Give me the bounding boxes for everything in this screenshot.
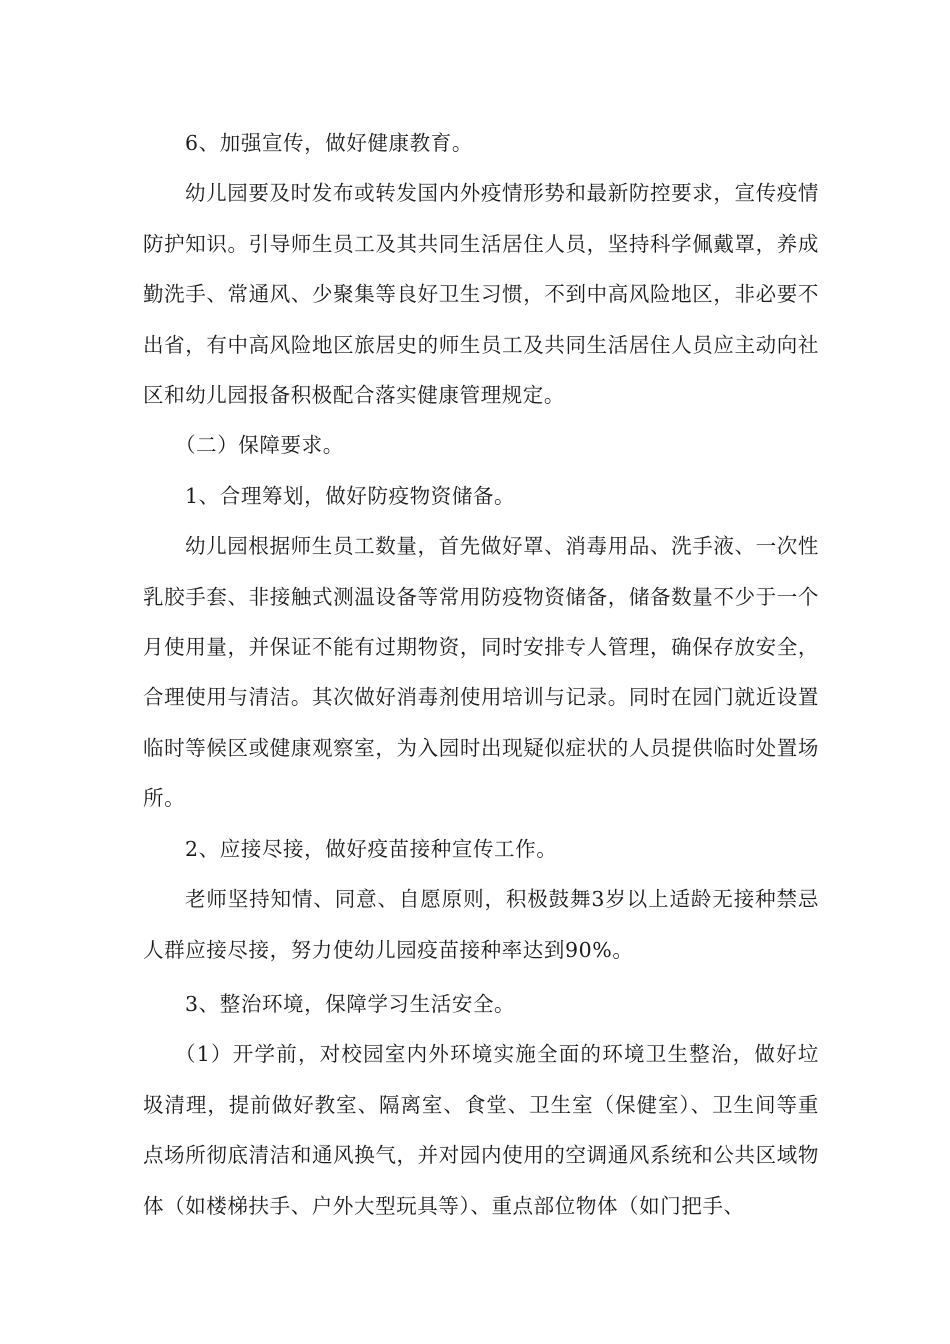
section-heading-guarantee: （二）保障要求。 (175, 433, 344, 458)
paragraph-environment: （1）开学前，对校园室内外环境实施全面的环境卫生整治，做好垃圾清理，提前做好教室、隔离室、食堂、卫生室（保健室）、卫生间等重点场所彻底清洁和通风换气，并对园内使用的空调通风系统和公共区域物体（如楼梯扶手、户外大型玩具等）、重点部位物体（如门把手、 (143, 1042, 819, 1218)
paragraph-supplies: 幼儿园根据师生员工数量，首先做好罩、消毒用品、洗手液、一次性乳胶手套、非接触式测温设备等常用防疫物资储备，储备数量不少于一个月使用量，并保证不能有过期物资，同时安排专人管理，确保存放安全，合理使用与清洁。其次做好消毒剂使用培训与记录。同时在园门就近设置临时等候区或健康观察室，为入园时出现疑似症状的人员提供临时处置场所。 (143, 534, 819, 811)
section-heading-2: 2、应接尽接，做好疫苗接种宣传工作。 (185, 836, 558, 861)
section-heading-1: 1、合理筹划，做好防疫物资储备。 (185, 483, 516, 508)
paragraph-publicity: 幼儿园要及时发布或转发国内外疫情形势和最新防控要求，宣传疫情防护知识。引导师生员工及其共同生活居住人员，坚持科学佩戴罩，养成勤洗手、常通风、少聚集等良好卫生习惯，不到中高风险地区，非必要不出省，有中高风险地区旅居史的师生员工及共同生活居住人员应主动向社区和幼儿园报备积极配合落实健康管理规定。 (143, 181, 819, 408)
section-heading-6: 6、加强宣传，做好健康教育。 (185, 131, 473, 155)
document-body (143, 118, 819, 1231)
section-heading-3: 3、整治环境，保障学习生活安全。 (185, 991, 516, 1016)
paragraph-vaccination: 老师坚持知情、同意、自愿原则，积极鼓舞3岁以上适龄无接种禁忌人群应接尽接，努力使幼儿园疫苗接种率达到90%。 (143, 887, 819, 962)
